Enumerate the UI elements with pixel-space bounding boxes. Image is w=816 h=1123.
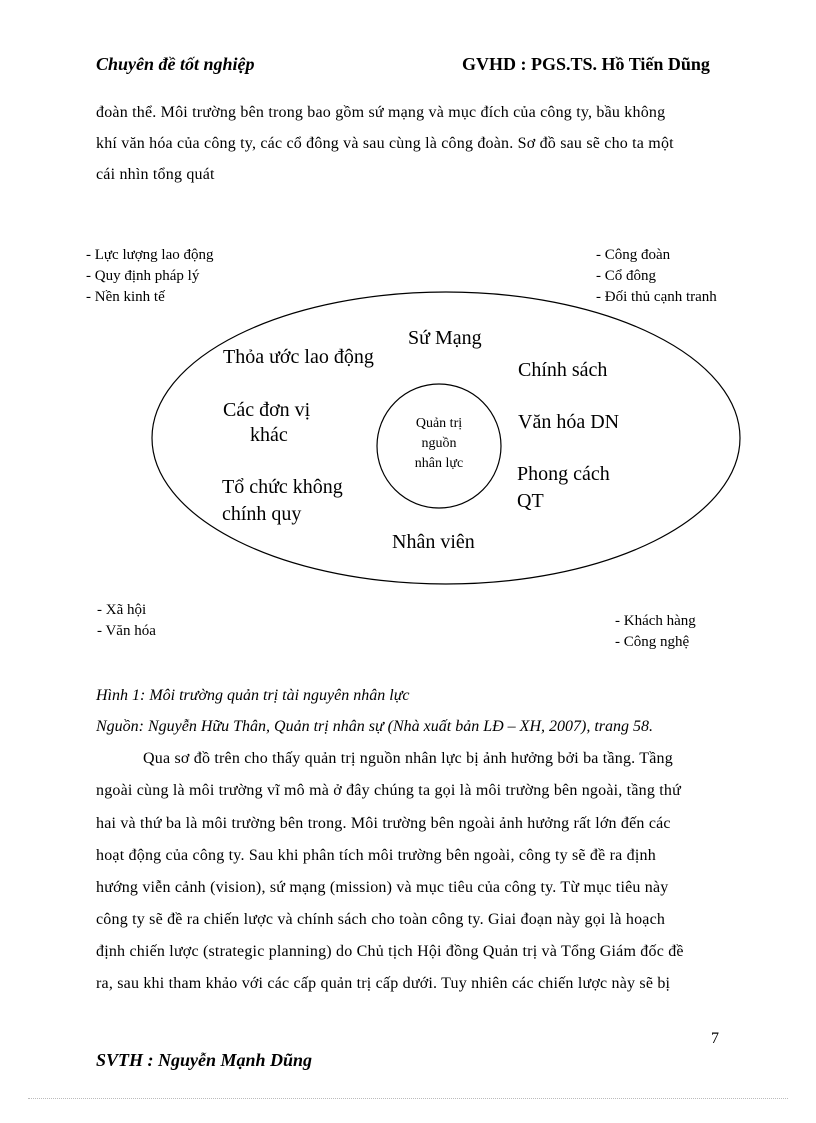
body-line: ngoài cùng là môi trường vĩ mô mà ở đây chúng ta gọi là môi trường bên ngoài, tầng thứ [96, 782, 681, 799]
label-nhan-vien: Nhân viên [392, 531, 475, 553]
body-line: hai và thứ ba là môi trường bên trong. Môi trường bên ngoài ảnh hưởng rất lớn đến các [96, 815, 671, 832]
figure-caption: Hình 1: Môi trường quản trị tài nguyên nhân lực [96, 687, 410, 704]
center-line: nguồn [421, 436, 457, 451]
body-line: công ty sẽ đề ra chiến lược và chính sách cho toàn công ty. Giai đoạn này gọi là hoạch [96, 911, 666, 928]
header-right: GVHD : PGS.TS. Hồ Tiến Dũng [462, 54, 710, 74]
list-item: - Quy định pháp lý [86, 268, 200, 284]
list-item: - Xã hội [97, 602, 147, 618]
label-thoa-uoc: Thỏa ước lao động [223, 346, 374, 368]
label-to-chuc-2: chính quy [222, 503, 302, 525]
list-item: - Công nghệ [615, 634, 690, 650]
label-phong-cach: Phong cách [517, 463, 610, 485]
list-item: - Nền kinh tế [86, 289, 165, 305]
body-line: định chiến lược (strategic planning) do Chủ tịch Hội đồng Quản trị và Tổng Giám đốc đề [96, 943, 684, 960]
body-line: Qua sơ đồ trên cho thấy quản trị nguồn nhân lực bị ảnh hưởng bởi ba tầng. Tầng [143, 750, 673, 767]
body-line: ra, sau khi tham khảo với các cấp quản trị cấp dưới. Tuy nhiên các chiến lược này sẽ bị [96, 975, 671, 992]
label-don-vi-2: khác [250, 424, 288, 446]
list-item: - Cổ đông [596, 268, 656, 284]
intro-line: cái nhìn tổng quát [96, 166, 215, 183]
center-line: Quản trị [415, 416, 463, 431]
label-van-hoa-dn: Văn hóa DN [518, 411, 620, 433]
page-number: 7 [711, 1030, 719, 1047]
page-bottom-divider [28, 1098, 788, 1099]
list-item: - Văn hóa [97, 623, 156, 639]
intro-line: khí văn hóa của công ty, các cổ đông và sau cùng là công đoàn. Sơ đồ sau sẽ cho ta một [96, 135, 674, 152]
body-line: hướng viễn cảnh (vision), sứ mạng (mission) và mục tiêu của công ty. Từ mục tiêu này [96, 879, 669, 896]
footer-author: SVTH : Nguyễn Mạnh Dũng [96, 1050, 313, 1070]
label-to-chuc: Tổ chức không [222, 476, 343, 498]
label-chinh-sach: Chính sách [518, 359, 608, 381]
body-line: hoạt động của công ty. Sau khi phân tích môi trường bên ngoài, công ty sẽ đề ra định [96, 847, 656, 864]
figure-source: Nguồn: Nguyễn Hữu Thân, Quản trị nhân sự (Nhà xuất bản LĐ – XH, 2007), trang 58. [96, 718, 654, 735]
label-su-mang: Sứ Mạng [408, 327, 482, 349]
list-item: - Khách hàng [615, 613, 696, 629]
label-don-vi: Các đơn vị [223, 399, 311, 421]
list-item: - Đối thủ cạnh tranh [596, 289, 717, 305]
intro-line: đoàn thể. Môi trường bên trong bao gồm sứ mạng và mục đích của công ty, bầu không [96, 104, 666, 121]
list-item: - Công đoàn [596, 247, 671, 263]
label-phong-cach-2: QT [517, 490, 544, 512]
list-item: - Lực lượng lao động [86, 247, 214, 263]
center-line: nhân lực [414, 456, 464, 471]
header-left: Chuyên đề tốt nghiệp [96, 54, 255, 74]
center-label [389, 414, 489, 474]
